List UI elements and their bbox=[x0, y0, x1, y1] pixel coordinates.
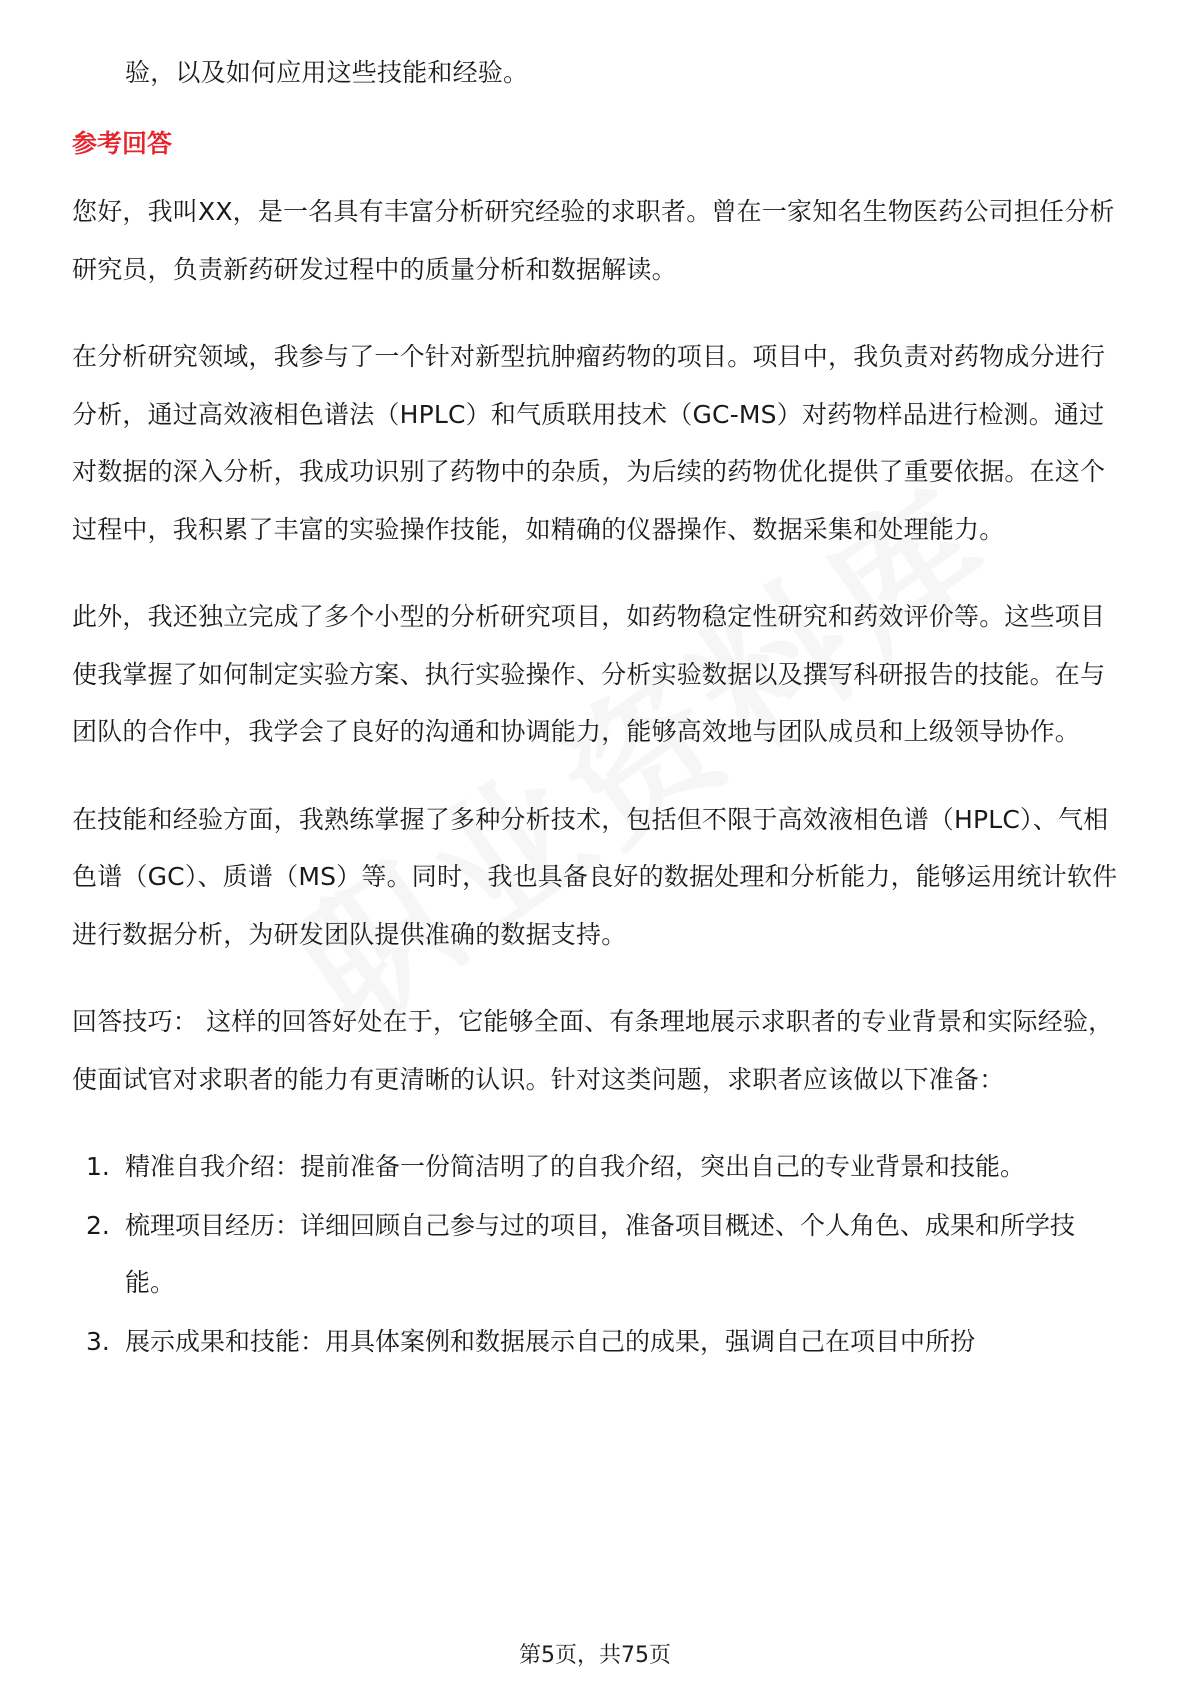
list-item-text: 展示成果和技能：用具体案例和数据展示自己的成果，强调自己在项目中所扮 bbox=[125, 1326, 976, 1356]
page-content bbox=[72, 44, 1120, 1371]
list-number: 2. bbox=[86, 1210, 110, 1240]
paragraph-independent: 此外，我还独立完成了多个小型的分析研究项目，如药物稳定性研究和药效评价等。这些项目使我掌握了如何制定实验方案、执行实验操作、分析实验数据以及撰写科研报告的技能。在与团队的合作中，我学会了良好的沟通和协调能力，能够高效地与团队成员和上级领导协作。 bbox=[72, 602, 1106, 746]
list-item bbox=[72, 1138, 1120, 1196]
paragraph-project: 在分析研究领域，我参与了一个针对新型抗肿瘤药物的项目。项目中，我负责对药物成分进行分析，通过高效液相色谱法（HPLC）和气质联用技术（GC-MS）对药物样品进行检测。通过对数据的深入分析，我成功识别了药物中的杂质，为后续的药物优化提供了重要依据。在这个过程中，我积累了丰富的实验操作技能，如精确的仪器操作、数据采集和处理能力。 bbox=[72, 342, 1106, 544]
list-number: 3. bbox=[86, 1326, 110, 1356]
paragraph-intro: 您好，我叫XX，是一名具有丰富分析研究经验的求职者。曾在一家知名生物医药公司担任分析研究员，负责新药研发过程中的质量分析和数据解读。 bbox=[72, 197, 1115, 284]
list-item bbox=[72, 1197, 1120, 1312]
list-number: 1. bbox=[86, 1152, 110, 1181]
list-item bbox=[72, 1313, 1120, 1371]
answer-heading: 参考回答 bbox=[72, 128, 173, 158]
list-item-text: 梳理项目经历：详细回顾自己参与过的项目，准备项目概述、个人角色、成果和所学技能。 bbox=[125, 1210, 1076, 1297]
intro-tail-text: 验，以及如何应用这些技能和经验。 bbox=[125, 58, 529, 87]
list-item-text: 精准自我介绍：提前准备一份简洁明了的自我介绍，突出自己的专业背景和技能。 bbox=[125, 1152, 1026, 1181]
tips-list bbox=[72, 1138, 1120, 1370]
page-footer: 第5页，共75页 bbox=[519, 1643, 671, 1668]
tips-intro: 回答技巧： 这样的回答好处在于，它能够全面、有条理地展示求职者的专业背景和实际经验，使面试官对求职者的能力有更清晰的认识。针对这类问题，求职者应该做以下准备： bbox=[72, 1007, 1114, 1094]
paragraph-skills: 在技能和经验方面，我熟练掌握了多种分析技术，包括但不限于高效液相色谱（HPLC）、气相色谱（GC）、质谱（MS）等。同时，我也具备良好的数据处理和分析能力，能够运用统计软件进行数据分析，为研发团队提供准确的数据支持。 bbox=[72, 804, 1118, 949]
